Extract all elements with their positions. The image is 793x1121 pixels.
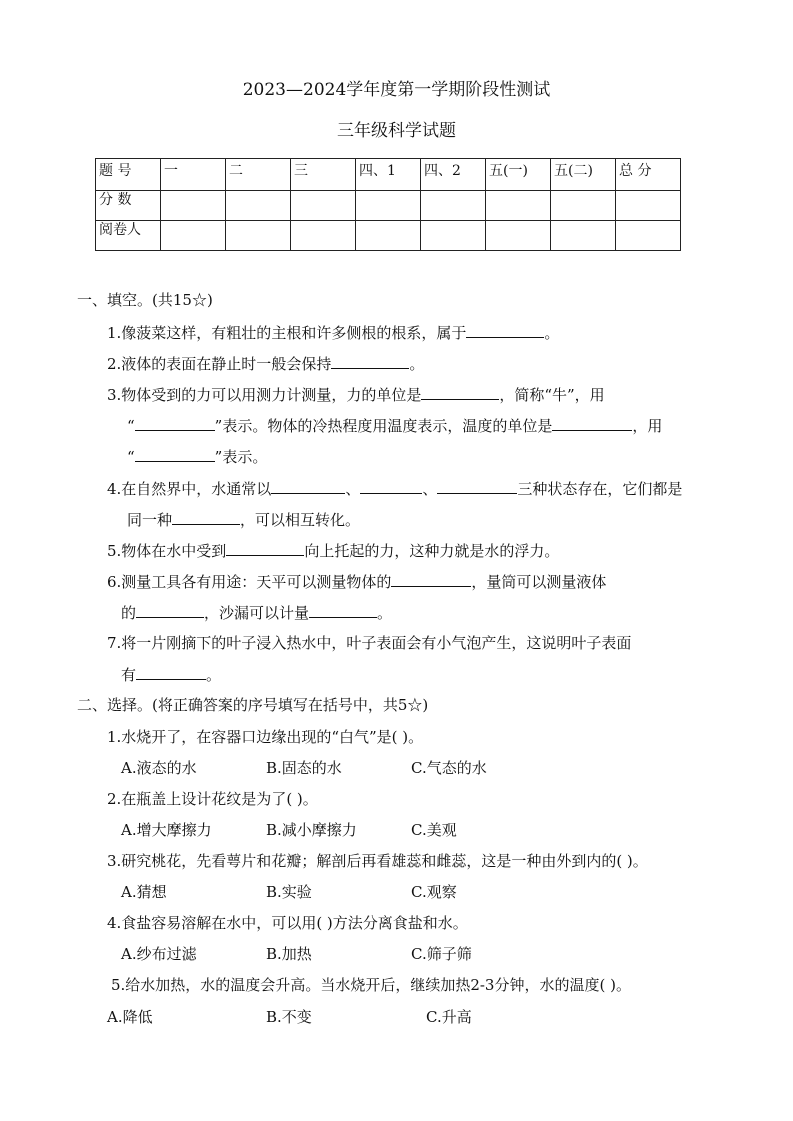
fill-question-4-line-2: 同一种 ，可以相互转化。 [127,511,361,529]
fill-question-5: 5.物体在水中受到 向上托起的力，这种力就是水的浮力。 [107,542,560,560]
answer-blank[interactable] [271,479,345,494]
fill-question-6: 6.测量工具各有用途：天平可以测量物体的 ，量筒可以测量液体 [107,573,607,591]
score-header-cell: 一 [161,159,226,191]
choice-option[interactable]: A.增大摩擦力 [121,821,212,839]
choice-option[interactable]: C.筛子筛 [411,945,472,963]
choice-option[interactable]: C.升高 [426,1008,472,1026]
fill-question-7-line-2: 有 。 [121,666,222,684]
score-table-row [96,221,681,251]
grader-input-cell[interactable] [551,221,616,251]
answer-blank[interactable] [226,541,304,556]
grader-input-cell[interactable] [421,221,486,251]
score-table-header-row [96,159,681,191]
score-input-cell[interactable] [616,191,681,221]
answer-blank[interactable] [391,572,471,587]
choice-option[interactable]: C.观察 [411,883,457,901]
score-input-cell[interactable] [486,191,551,221]
choice-question-2: 2.在瓶盖上设计花纹是为了( )。 [107,790,318,808]
choice-option[interactable]: A.猜想 [121,883,167,901]
choice-option[interactable]: B.不变 [266,1008,312,1026]
score-input-cell[interactable] [226,191,291,221]
choice-option[interactable]: B.固态的水 [266,759,342,777]
score-row-label: 分 数 [96,191,161,221]
choice-option[interactable]: A.液态的水 [121,759,197,777]
section2-heading: 二、选择。(将正确答案的序号填写在括号中，共5☆) [77,696,429,714]
answer-blank[interactable] [421,385,499,400]
answer-blank[interactable] [466,323,544,338]
grader-input-cell[interactable] [616,221,681,251]
score-input-cell[interactable] [291,191,356,221]
grader-input-cell[interactable] [291,221,356,251]
score-table [95,158,681,251]
choice-option[interactable]: B.实验 [266,883,312,901]
score-header-cell: 五(一) [486,159,551,191]
score-header-cell: 四、1 [356,159,421,191]
fill-question-3-line-2: “ ”表示。物体的冷热程度用温度表示，温度的单位是 ，用 [127,417,663,435]
score-input-cell[interactable] [421,191,486,221]
score-input-cell[interactable] [551,191,616,221]
exam-title: 2023—2024学年度第一学期阶段性测试 [242,80,551,100]
fill-question-7: 7.将一片刚摘下的叶子浸入热水中，叶子表面会有小气泡产生，这说明叶子表面 [107,634,632,652]
grader-input-cell[interactable] [356,221,421,251]
answer-blank[interactable] [437,479,517,494]
score-header-cell: 题 号 [96,159,161,191]
section1-heading: 一、填空。(共15☆) [77,291,213,309]
score-header-cell: 四、2 [421,159,486,191]
answer-blank[interactable] [172,510,240,525]
fill-question-3: 3.物体受到的力可以用测力计测量，力的单位是 ，简称“牛”，用 [107,386,605,404]
choice-question-5: 5.给水加热，水的温度会升高。当水烧开后，继续加热2-3分钟，水的温度( )。 [111,976,631,994]
answer-blank[interactable] [136,603,204,618]
grader-input-cell[interactable] [161,221,226,251]
answer-blank[interactable] [552,416,632,431]
exam-subtitle: 三年级科学试题 [337,121,456,141]
score-row-label: 阅卷人 [96,221,161,251]
choice-option[interactable]: B.加热 [266,945,312,963]
score-input-cell[interactable] [161,191,226,221]
fill-question-1: 1.像菠菜这样，有粗壮的主根和许多侧根的根系，属于 。 [107,324,560,342]
score-table-row [96,191,681,221]
grader-input-cell[interactable] [486,221,551,251]
fill-question-3-line-3: “ ”表示。 [127,448,268,466]
choice-option[interactable]: A.降低 [107,1008,153,1026]
choice-option[interactable]: A.纱布过滤 [121,945,197,963]
answer-blank[interactable] [136,665,206,680]
answer-blank[interactable] [135,416,215,431]
answer-blank[interactable] [135,447,215,462]
choice-question-3: 3.研究桃花，先看萼片和花瓣；解剖后再看雄蕊和雌蕊，这是一种由外到内的( )。 [107,852,648,870]
choice-option[interactable]: C.美观 [411,821,457,839]
score-header-cell: 五(二) [551,159,616,191]
score-header-cell: 二 [226,159,291,191]
answer-blank[interactable] [360,479,422,494]
answer-blank[interactable] [309,603,377,618]
score-input-cell[interactable] [356,191,421,221]
score-header-cell: 总 分 [616,159,681,191]
choice-question-1: 1.水烧开了，在容器口边缘出现的“白气”是( )。 [107,728,424,746]
fill-question-2: 2.液体的表面在静止时一般会保持 。 [107,355,425,373]
choice-option[interactable]: C.气态的水 [411,759,487,777]
choice-option[interactable]: B.减小摩擦力 [266,821,357,839]
fill-question-4: 4.在自然界中，水通常以 、 、 三种状态存在，它们都是 [107,480,683,498]
fill-question-6-line-2: 的 ，沙漏可以计量 。 [121,604,393,622]
score-header-cell: 三 [291,159,356,191]
answer-blank[interactable] [331,354,409,369]
grader-input-cell[interactable] [226,221,291,251]
choice-question-4: 4.食盐容易溶解在水中，可以用( )方法分离食盐和水。 [107,914,468,932]
